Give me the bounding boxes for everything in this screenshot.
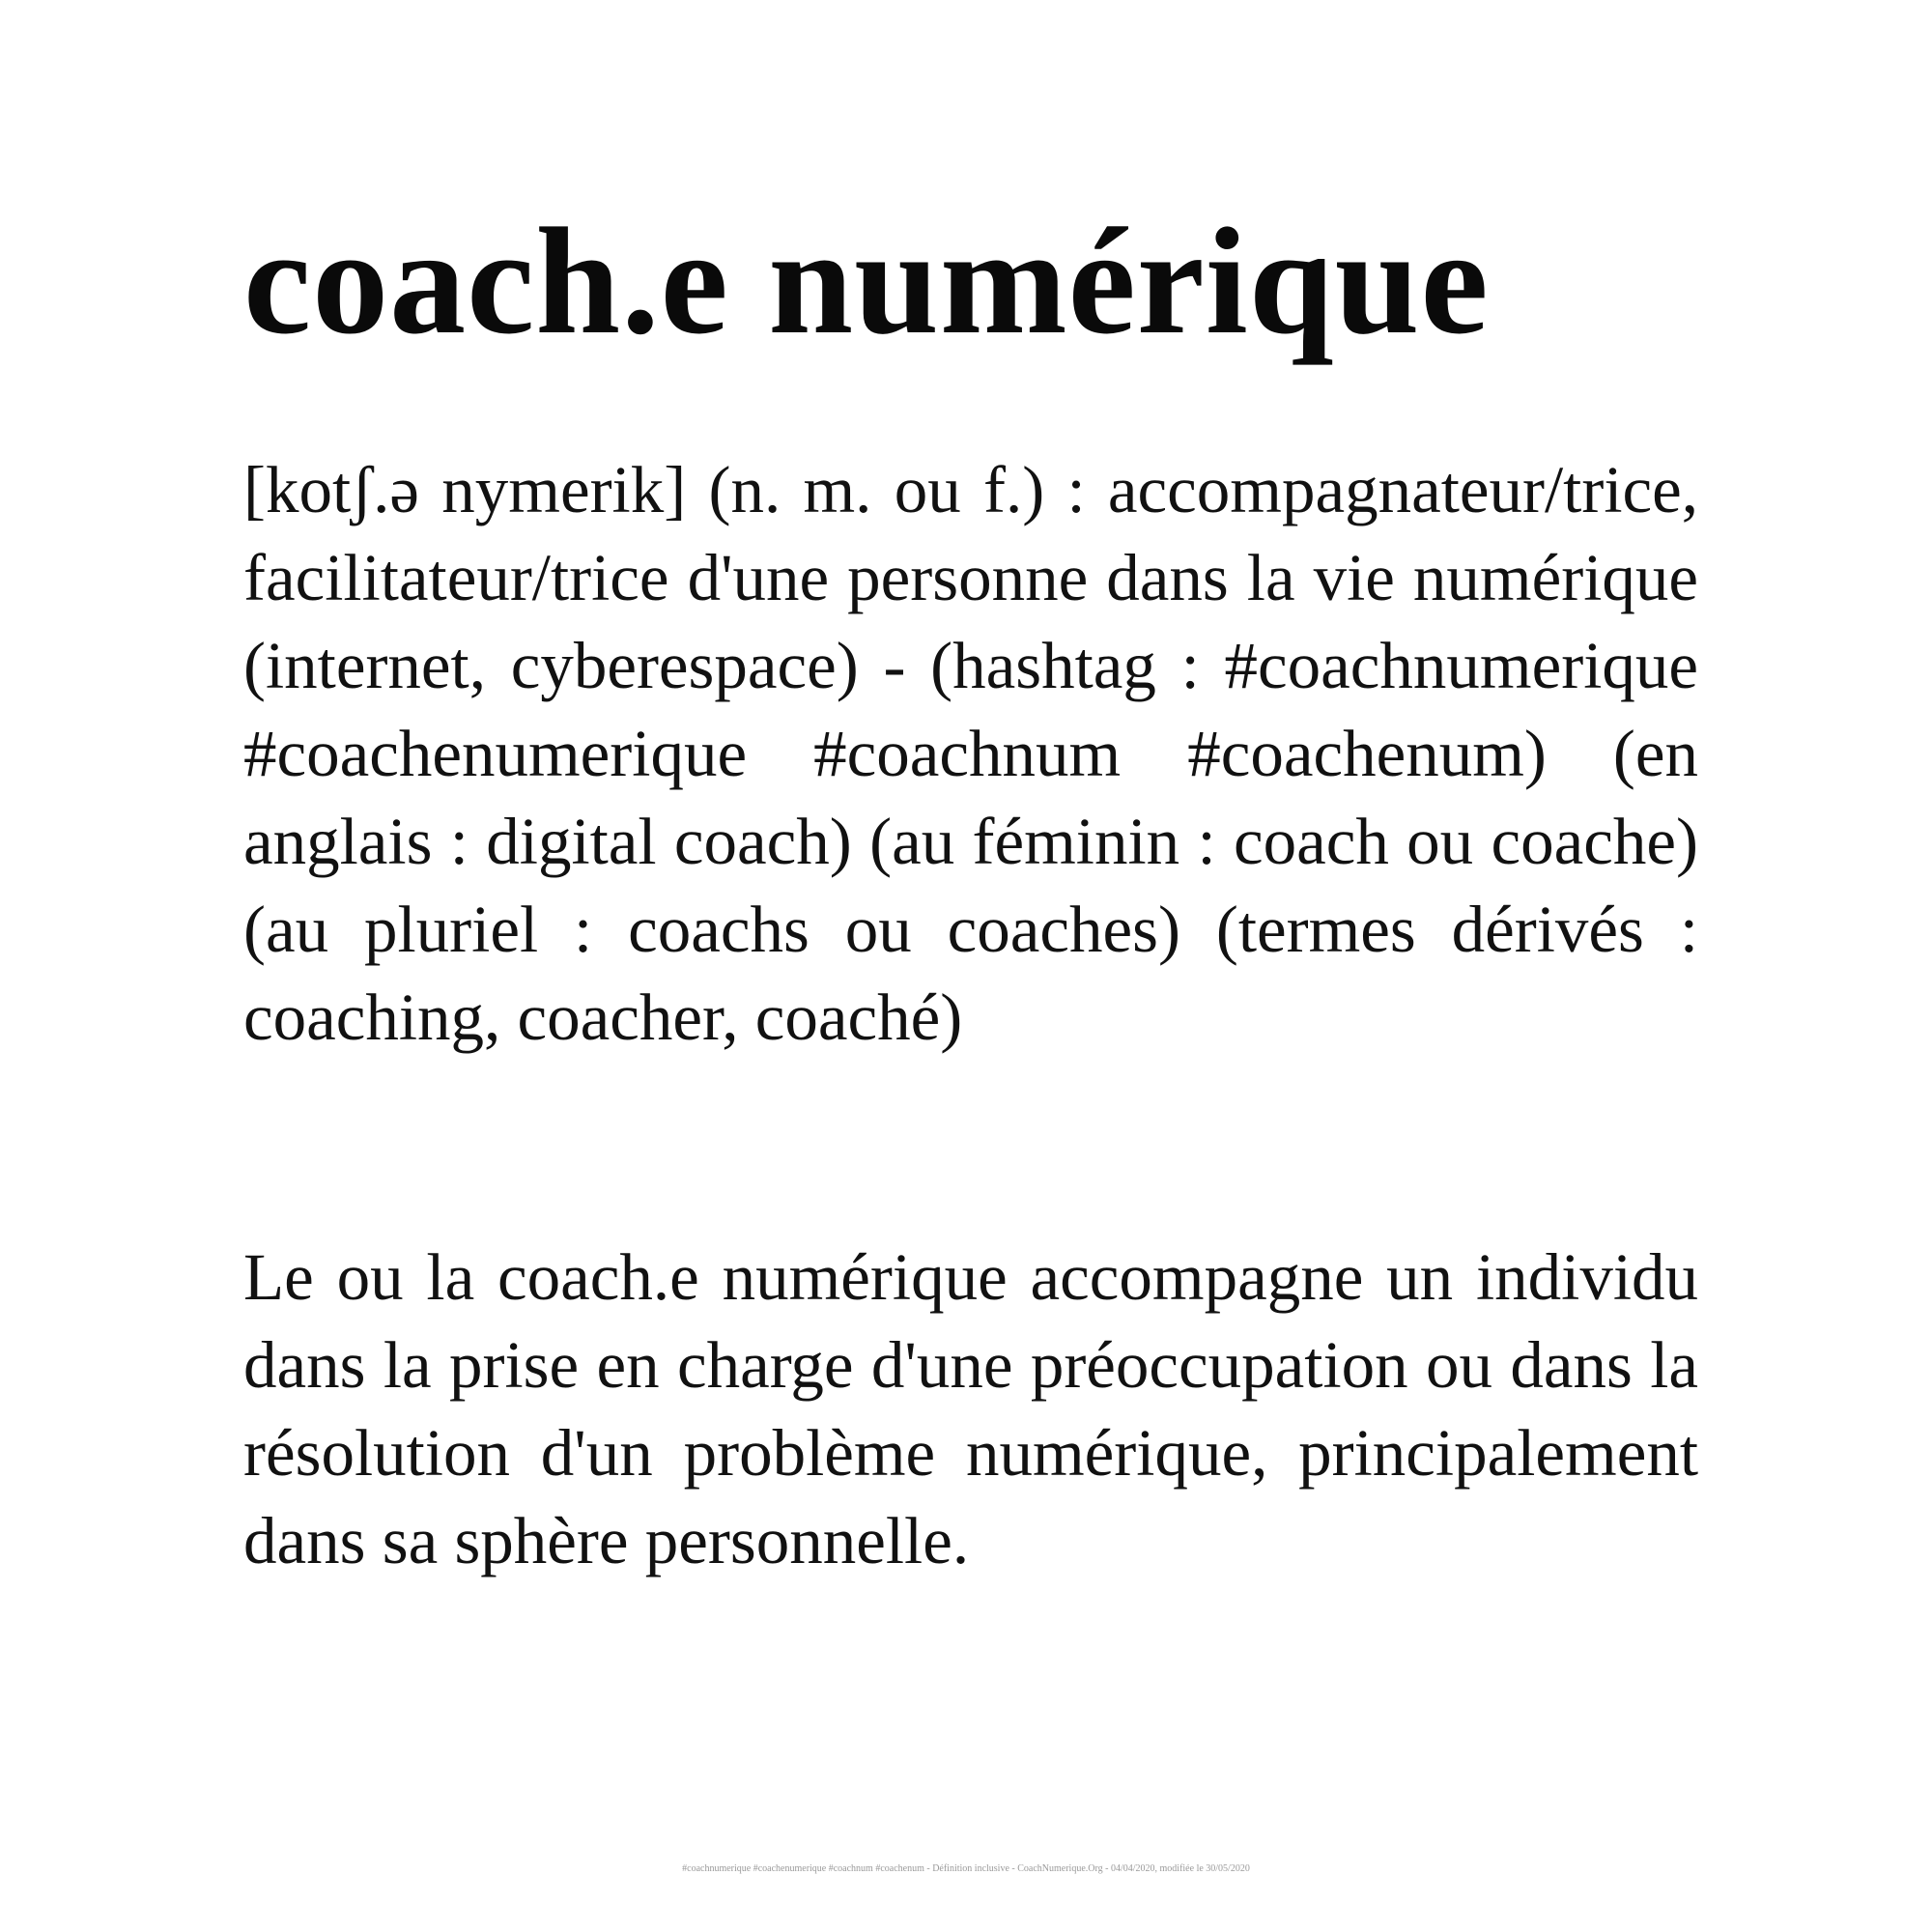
footer-credits: #coachnumerique #coachenumerique #coachnum #coachenum - Définition inclusive - CoachNumerique.Org - 04/04/2020, modifiée le 30/05/2020 — [682, 1863, 1250, 1874]
page-title: coach.e numérique — [243, 197, 1490, 366]
definition-paragraph: [kotʃ.ə nymerik] (n. m. ou f.) : accompagnateur/trice, facilitateur/trice d'une personne dans la vie numérique (internet, cyberespace) - (hashtag : #coachnumerique #coachenumerique #coachnum #coachenum) (en anglais : digital coach) (au féminin : coach ou coache) (au pluriel : coachs ou coaches) (termes dérivés : coaching, coacher, coaché) — [243, 453, 1698, 1054]
description-paragraph: Le ou la coach.e numérique accompagne un individu dans la prise en charge d'une préoccupation ou dans la résolution d'un problème numérique, principalement dans sa sphère personnelle. — [243, 1240, 1698, 1577]
